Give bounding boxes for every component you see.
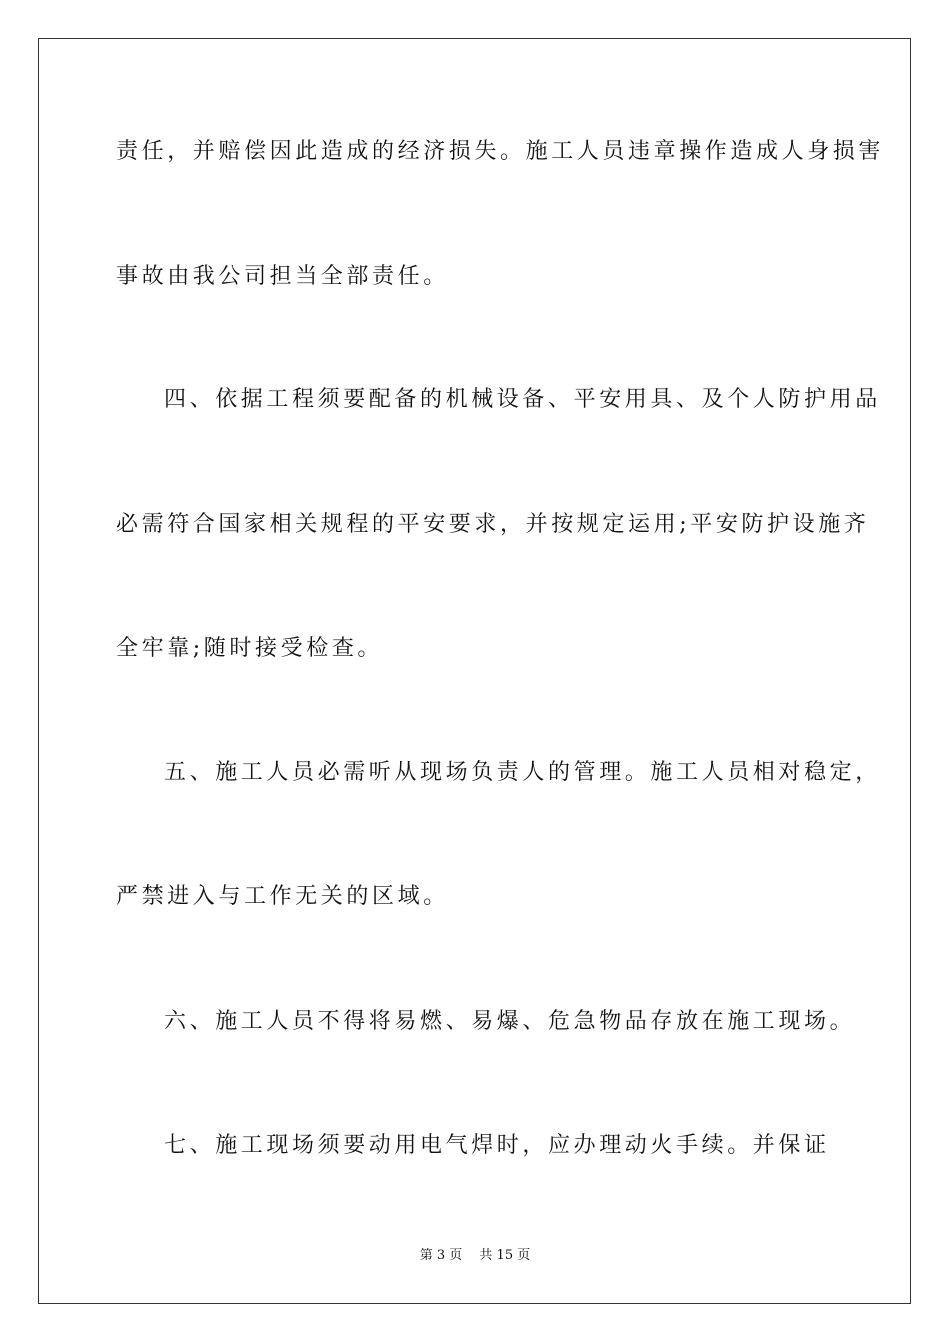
paragraph-four-line: 四、依据工程须要配备的机械设备、平安用具、及个人防护用品 (164, 387, 881, 412)
text-line: 严禁进入与工作无关的区域。 (116, 884, 449, 909)
paragraph-six-line: 六、施工人员不得将易燃、易爆、危急物品存放在施工现场。 (164, 1009, 856, 1034)
text-line: 事故由我公司担当全部责任。 (116, 264, 449, 289)
text-line: 必需符合国家相关规程的平安要求，并按规定运用;平安防护设施齐 (116, 512, 870, 537)
paragraph-five-line: 五、施工人员必需听从现场负责人的管理。施工人员相对稳定， (164, 760, 881, 785)
text-line: 责任，并赔偿因此造成的经济损失。施工人员违章操作造成人身损害 (116, 139, 885, 164)
paragraph-seven-line: 七、施工现场须要动用电气焊时，应办理动火手续。并保证 (164, 1133, 830, 1158)
text-line: 全牢靠;随时接受检查。 (116, 636, 384, 661)
page-border (38, 38, 911, 1304)
page-footer: 第 3 页 共 15 页 (419, 1248, 531, 1263)
